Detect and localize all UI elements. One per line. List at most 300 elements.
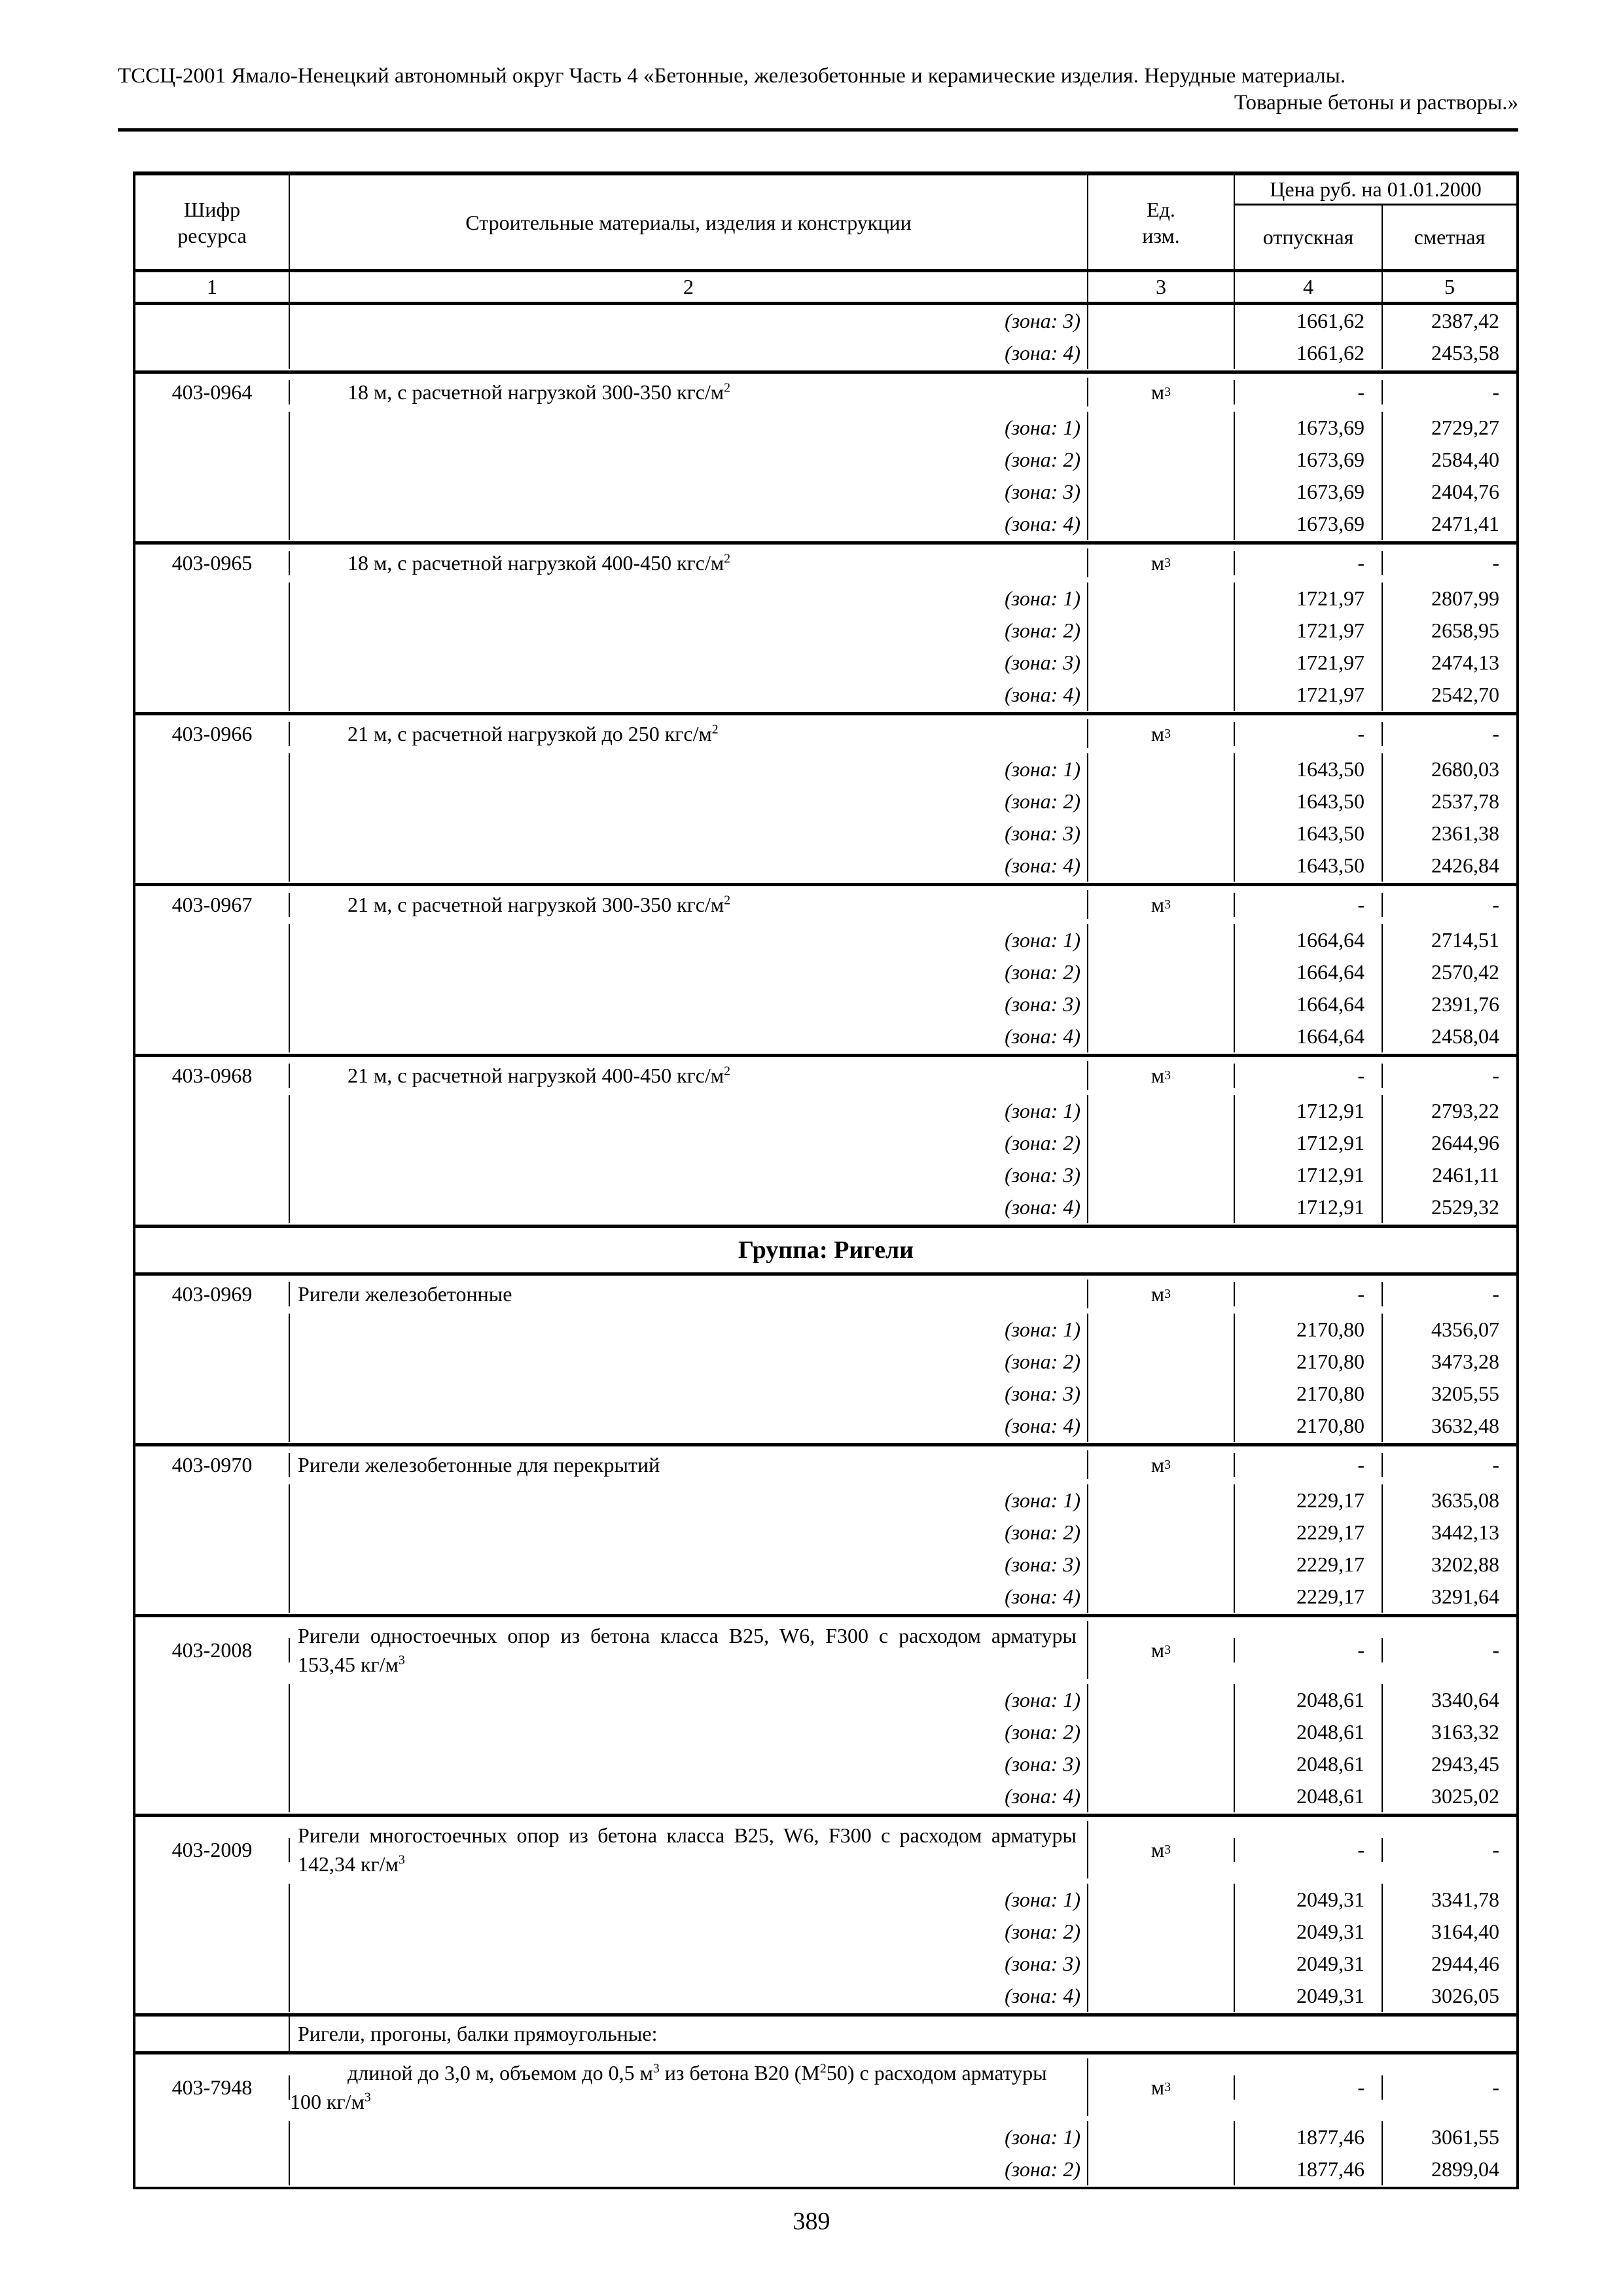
zone-row — [135, 1884, 1516, 1916]
zone-price-otpusknaya: 1664,64 — [1235, 1020, 1383, 1052]
zone-row — [135, 1378, 1516, 1410]
zone-unit-cell-empty — [1088, 1581, 1235, 1613]
zone-price-otpusknaya: 1712,91 — [1235, 1127, 1383, 1159]
item-group — [135, 883, 1516, 1054]
zone-row — [135, 305, 1516, 337]
zone-label: (зона: 1) — [290, 753, 1088, 785]
item-code: 403-0964 — [135, 380, 290, 404]
zone-row — [135, 1748, 1516, 1780]
zone-unit-cell-empty — [1088, 615, 1235, 647]
zone-code-cell-empty — [135, 615, 290, 647]
zone-label: (зона: 2) — [290, 1346, 1088, 1378]
zone-row — [135, 444, 1516, 476]
zone-code-cell-empty — [135, 1884, 290, 1916]
item-unit: м 3 — [1088, 1638, 1235, 1662]
zone-price-smetnaya: 2391,76 — [1431, 992, 1499, 1016]
zone-price-otpusknaya: 1673,69 — [1235, 476, 1383, 508]
zone-price-otpusknaya: 1721,97 — [1235, 583, 1383, 615]
item-unit: м 3 — [1088, 380, 1235, 404]
zone-price-otpusknaya: 1673,69 — [1235, 508, 1383, 540]
zone-price-otpusknaya: 1664,64 — [1235, 924, 1383, 956]
item-group — [135, 1054, 1516, 1225]
zone-unit-cell-empty — [1088, 1716, 1235, 1748]
zone-unit-cell-empty — [1088, 1191, 1235, 1223]
zone-price-smetnaya: 3164,40 — [1431, 1920, 1499, 1943]
zone-row — [135, 647, 1516, 679]
item-description-cell — [290, 378, 1088, 406]
zone-code-cell-empty — [135, 1980, 290, 2012]
item-code: 403-0970 — [135, 1453, 290, 1477]
item-description-cell — [290, 548, 1088, 577]
item-head-row — [135, 715, 1516, 748]
zone-code-cell-empty — [135, 753, 290, 785]
zone-row — [135, 476, 1516, 508]
zone-price-otpusknaya: 1643,50 — [1235, 850, 1383, 882]
zone-price-smetnaya: 3026,05 — [1431, 1984, 1499, 2007]
item-description-cell — [290, 719, 1088, 748]
zone-unit-cell-empty — [1088, 679, 1235, 711]
zone-unit-cell-empty — [1088, 1159, 1235, 1191]
zone-code-cell-empty — [135, 1716, 290, 1748]
zone-price-smetnaya: 2680,03 — [1431, 757, 1499, 781]
zone-label: (зона: 3) — [290, 476, 1088, 508]
zone-label: (зона: 1) — [290, 583, 1088, 615]
zone-price-smetnaya: 2899,04 — [1431, 2157, 1499, 2181]
zone-unit-cell-empty — [1088, 785, 1235, 817]
zone-label: (зона: 4) — [290, 1980, 1088, 2012]
item-group — [135, 2051, 1516, 2187]
item-head-row — [135, 1817, 1516, 1878]
running-header-line2: Товарные бетоны и растворы.» — [1234, 91, 1518, 115]
zone-code-cell-empty — [135, 1581, 290, 1613]
item-code: 403-7948 — [135, 2075, 290, 2100]
item-description: Ригели одностоечных опор из бетона класса В25, W6, F300 с расходом арматуры 153,45 $кг/м^3$ — [298, 1624, 1077, 1676]
item-unit: м 3 — [1088, 2075, 1235, 2100]
item-description: длиной до 3,0 м, объемом до 0,5 $м^3$ из бетона В20 $(М^250)$ с расходом арматуры 100 $кг/м^3$ — [290, 2061, 1047, 2113]
zone-price-otpusknaya: 1721,97 — [1235, 615, 1383, 647]
zone-row — [135, 753, 1516, 785]
zone-price-smetnaya: 2453,58 — [1431, 341, 1499, 365]
zone-code-cell-empty — [135, 924, 290, 956]
zone-unit-cell-empty — [1088, 1484, 1235, 1516]
zone-code-cell-empty — [135, 2153, 290, 2185]
zone-code-cell-empty — [135, 337, 290, 369]
zone-row — [135, 1980, 1516, 2012]
zone-code-cell-empty — [135, 1020, 290, 1052]
zone-price-otpusknaya: 1877,46 — [1235, 2121, 1383, 2153]
item-description-cell — [290, 1280, 1088, 1308]
zone-label: (зона: 1) — [290, 1314, 1088, 1346]
zone-code-cell-empty — [135, 1314, 290, 1346]
column-number-1: 1 — [135, 272, 290, 302]
item-description-cell — [290, 890, 1088, 919]
zone-price-smetnaya: 2404,76 — [1431, 480, 1499, 503]
item-price-smetnaya: - — [1492, 1837, 1499, 1861]
zone-price-smetnaya: 3340,64 — [1431, 1688, 1499, 1712]
item-price-smetnaya: - — [1492, 380, 1499, 404]
item-description: Ригели многостоечных опор из бетона класса В25, W6, F300 с расходом арматуры 142,34 $кг/м^3$ — [298, 1823, 1077, 1876]
zone-row — [135, 1780, 1516, 1812]
item-group — [135, 1272, 1516, 1443]
zone-label: (зона: 4) — [290, 1581, 1088, 1613]
zone-unit-cell-empty — [1088, 956, 1235, 988]
zone-unit-cell-empty — [1088, 753, 1235, 785]
zone-price-smetnaya: 2361,38 — [1431, 821, 1499, 845]
zone-code-cell-empty — [135, 444, 290, 476]
zone-price-smetnaya: 2793,22 — [1431, 1099, 1499, 1122]
item-code: 403-0965 — [135, 551, 290, 575]
zone-unit-cell-empty — [1088, 988, 1235, 1020]
zone-price-smetnaya: 2729,27 — [1431, 416, 1499, 439]
item-code: 403-2009 — [135, 1838, 290, 1862]
item-unit: м 3 — [1088, 1064, 1235, 1088]
group-title: Группа: Ригели — [135, 1225, 1516, 1272]
zone-price-otpusknaya: 2049,31 — [1235, 1916, 1383, 1948]
item-unit: м 3 — [1088, 1838, 1235, 1862]
zone-price-smetnaya: 2387,42 — [1431, 309, 1499, 332]
zone-price-smetnaya: 2458,04 — [1431, 1024, 1499, 1048]
zone-code-cell-empty — [135, 817, 290, 850]
zone-row — [135, 679, 1516, 711]
zone-row — [135, 1314, 1516, 1346]
item-description: 18 м, с расчетной нагрузкой 400-450 кгс/$м^2$ — [348, 551, 731, 575]
zone-row — [135, 615, 1516, 647]
zone-label: (зона: 4) — [290, 337, 1088, 369]
column-number-4: 4 — [1235, 272, 1383, 302]
zone-unit-cell-empty — [1088, 583, 1235, 615]
column-number-5: 5 — [1444, 275, 1455, 298]
zone-price-smetnaya: 3473,28 — [1431, 1350, 1499, 1373]
zone-price-otpusknaya: 2049,31 — [1235, 1980, 1383, 2012]
item-code: 403-0967 — [135, 893, 290, 917]
zone-row — [135, 1020, 1516, 1052]
zone-unit-cell-empty — [1088, 412, 1235, 444]
item-unit: м 3 — [1088, 722, 1235, 746]
zone-unit-cell-empty — [1088, 2121, 1235, 2153]
item-unit: м 3 — [1088, 893, 1235, 917]
zone-price-smetnaya: 2474,13 — [1431, 651, 1499, 674]
subheader-row — [135, 2013, 1516, 2051]
zone-row — [135, 1581, 1516, 1613]
zone-label: (зона: 4) — [290, 1780, 1088, 1812]
zone-price-smetnaya: 2537,78 — [1431, 789, 1499, 813]
header-rule — [118, 128, 1518, 132]
header-unit-line1: Ед. — [1147, 197, 1175, 221]
zone-label: (зона: 3) — [290, 305, 1088, 337]
zone-code-cell-empty — [135, 850, 290, 882]
zone-row — [135, 2153, 1516, 2185]
zone-price-otpusknaya: 1643,50 — [1235, 785, 1383, 817]
zone-price-otpusknaya: 1673,69 — [1235, 444, 1383, 476]
zone-price-smetnaya: 2658,95 — [1431, 619, 1499, 642]
zone-label: (зона: 2) — [290, 785, 1088, 817]
zone-unit-cell-empty — [1088, 305, 1235, 337]
zone-price-smetnaya: 3061,55 — [1431, 2125, 1499, 2149]
zone-label: (зона: 1) — [290, 2121, 1088, 2153]
zone-price-smetnaya: 2644,96 — [1431, 1131, 1499, 1155]
zone-row — [135, 583, 1516, 615]
item-description-cell — [290, 1821, 1088, 1878]
zone-price-otpusknaya: 2049,31 — [1235, 1884, 1383, 1916]
zone-row — [135, 1191, 1516, 1223]
zone-price-otpusknaya: 2170,80 — [1235, 1314, 1383, 1346]
zone-price-otpusknaya: 1664,64 — [1235, 956, 1383, 988]
zone-label: (зона: 4) — [290, 679, 1088, 711]
column-number-2: 2 — [290, 272, 1088, 302]
zone-price-otpusknaya: 2049,31 — [1235, 1948, 1383, 1980]
zone-unit-cell-empty — [1088, 850, 1235, 882]
zone-price-smetnaya: 3205,55 — [1431, 1382, 1499, 1405]
item-description: 21 м, с расчетной нагрузкой 400-450 кгс/$м^2$ — [348, 1064, 731, 1087]
item-unit: м 3 — [1088, 1282, 1235, 1306]
zone-unit-cell-empty — [1088, 1314, 1235, 1346]
zone-price-smetnaya: 2943,45 — [1431, 1752, 1499, 1776]
item-price-otpusknaya: - — [1235, 722, 1383, 746]
zone-code-cell-empty — [135, 1191, 290, 1223]
item-description-cell — [290, 1450, 1088, 1479]
zone-label: (зона: 3) — [290, 988, 1088, 1020]
zone-label: (зона: 3) — [290, 1159, 1088, 1191]
zone-price-otpusknaya: 2048,61 — [1235, 1780, 1383, 1812]
zone-label: (зона: 4) — [290, 1410, 1088, 1442]
item-price-smetnaya: - — [1492, 1282, 1499, 1306]
item-price-otpusknaya: - — [1235, 1638, 1383, 1662]
item-description-cell — [290, 1621, 1088, 1679]
item-price-smetnaya: - — [1492, 1638, 1499, 1662]
item-code: 403-0969 — [135, 1282, 290, 1306]
zone-unit-cell-empty — [1088, 1378, 1235, 1410]
header-price-smetnaya: сметная — [1414, 225, 1486, 249]
item-head-row — [135, 1446, 1516, 1479]
item-head-row — [135, 545, 1516, 577]
zone-unit-cell-empty — [1088, 337, 1235, 369]
item-unit: м 3 — [1088, 1453, 1235, 1477]
zone-price-otpusknaya: 1712,91 — [1235, 1191, 1383, 1223]
header-price-subcolumns — [1235, 206, 1516, 269]
zone-label: (зона: 1) — [290, 1484, 1088, 1516]
item-price-otpusknaya: - — [1235, 380, 1383, 404]
zone-row — [135, 1516, 1516, 1549]
zone-price-smetnaya: 2426,84 — [1431, 853, 1499, 877]
zone-price-smetnaya: 2529,32 — [1431, 1195, 1499, 1219]
zone-unit-cell-empty — [1088, 1410, 1235, 1442]
item-price-otpusknaya: - — [1235, 1064, 1383, 1088]
zone-label: (зона: 2) — [290, 444, 1088, 476]
zone-code-cell-empty — [135, 956, 290, 988]
item-price-otpusknaya: - — [1235, 1453, 1383, 1477]
zone-unit-cell-empty — [1088, 1884, 1235, 1916]
zone-price-smetnaya: 3341,78 — [1431, 1888, 1499, 1911]
zone-label: (зона: 3) — [290, 817, 1088, 850]
zone-price-smetnaya: 2807,99 — [1431, 586, 1499, 610]
item-head-row — [135, 374, 1516, 406]
zone-row — [135, 1410, 1516, 1442]
zone-label: (зона: 3) — [290, 1948, 1088, 1980]
zone-label: (зона: 2) — [290, 1127, 1088, 1159]
item-code: 403-2008 — [135, 1638, 290, 1662]
zone-row — [135, 1095, 1516, 1127]
zone-price-smetnaya: 2570,42 — [1431, 960, 1499, 984]
item-group — [135, 1614, 1516, 1814]
zone-price-otpusknaya: 2048,61 — [1235, 1684, 1383, 1716]
header-cell-price — [1235, 175, 1516, 269]
zone-price-otpusknaya: 1661,62 — [1235, 305, 1383, 337]
item-price-smetnaya: - — [1492, 892, 1499, 916]
zone-code-cell-empty — [135, 1948, 290, 1980]
zone-row — [135, 508, 1516, 540]
column-numbers-row — [135, 269, 1516, 302]
zone-price-otpusknaya: 2170,80 — [1235, 1410, 1383, 1442]
zone-unit-cell-empty — [1088, 924, 1235, 956]
zone-price-otpusknaya: 2048,61 — [1235, 1748, 1383, 1780]
zone-unit-cell-empty — [1088, 508, 1235, 540]
zone-price-otpusknaya: 2229,17 — [1235, 1581, 1383, 1613]
zone-price-otpusknaya: 1661,62 — [1235, 337, 1383, 369]
zone-label: (зона: 2) — [290, 2153, 1088, 2185]
price-table — [133, 171, 1519, 2189]
zone-unit-cell-empty — [1088, 1780, 1235, 1812]
zone-unit-cell-empty — [1088, 1980, 1235, 2012]
zone-price-smetnaya: 2542,70 — [1431, 683, 1499, 706]
zone-row — [135, 850, 1516, 882]
zone-price-smetnaya: 3635,08 — [1431, 1488, 1499, 1512]
zone-code-cell-empty — [135, 647, 290, 679]
zone-label: (зона: 4) — [290, 1191, 1088, 1223]
zone-row — [135, 817, 1516, 850]
item-description: 21 м, с расчетной нагрузкой 300-350 кгс/$м^2$ — [348, 893, 731, 916]
zone-price-otpusknaya: 1712,91 — [1235, 1095, 1383, 1127]
zone-label: (зона: 3) — [290, 1378, 1088, 1410]
zone-price-otpusknaya: 1673,69 — [1235, 412, 1383, 444]
running-header-line1: ТССЦ-2001 Ямало-Ненецкий автономный округ Часть 4 «Бетонные, железобетонные и керамические изделия. Нерудные материалы. — [118, 64, 1346, 88]
zone-row — [135, 785, 1516, 817]
zone-label: (зона: 2) — [290, 1916, 1088, 1948]
zone-code-cell-empty — [135, 508, 290, 540]
zone-row — [135, 1346, 1516, 1378]
zone-price-otpusknaya: 1664,64 — [1235, 988, 1383, 1020]
item-price-otpusknaya: - — [1235, 893, 1383, 917]
page-number: 389 — [793, 2208, 830, 2235]
zone-row — [135, 1159, 1516, 1191]
item-price-otpusknaya: - — [1235, 2075, 1383, 2100]
zone-code-cell-empty — [135, 1748, 290, 1780]
zone-price-otpusknaya: 2170,80 — [1235, 1378, 1383, 1410]
item-code: 403-0966 — [135, 722, 290, 746]
header-unit-line2: изм. — [1142, 223, 1180, 247]
zone-unit-cell-empty — [1088, 1948, 1235, 1980]
zone-row — [135, 924, 1516, 956]
zone-label: (зона: 1) — [290, 1095, 1088, 1127]
zone-price-otpusknaya: 1643,50 — [1235, 753, 1383, 785]
item-description: 18 м, с расчетной нагрузкой 300-350 кгс/$м^2$ — [348, 380, 731, 404]
item-group — [135, 1814, 1516, 2013]
zone-row — [135, 1684, 1516, 1716]
zone-code-cell-empty — [135, 305, 290, 337]
item-code: 403-0968 — [135, 1064, 290, 1088]
zone-price-otpusknaya: 1721,97 — [1235, 679, 1383, 711]
item-description-cell — [290, 2058, 1088, 2116]
item-description: Ригели железобетонные — [298, 1282, 512, 1306]
item-description: 21 м, с расчетной нагрузкой до 250 кгс/$м^2$ — [348, 722, 719, 745]
zone-label: (зона: 3) — [290, 647, 1088, 679]
zone-code-cell-empty — [135, 1684, 290, 1716]
item-group — [135, 541, 1516, 712]
zone-unit-cell-empty — [1088, 1020, 1235, 1052]
zone-unit-cell-empty — [1088, 1095, 1235, 1127]
zone-unit-cell-empty — [1088, 476, 1235, 508]
zone-code-cell-empty — [135, 1410, 290, 1442]
zone-unit-cell-empty — [1088, 1916, 1235, 1948]
item-unit: м 3 — [1088, 551, 1235, 575]
zone-unit-cell-empty — [1088, 1127, 1235, 1159]
zone-label: (зона: 2) — [290, 615, 1088, 647]
item-head-row — [135, 886, 1516, 919]
zone-label: (зона: 4) — [290, 1020, 1088, 1052]
zone-code-cell-empty — [135, 1127, 290, 1159]
subheader-label: Ригели, прогоны, балки прямоугольные: — [298, 2022, 658, 2045]
zone-row — [135, 988, 1516, 1020]
item-price-smetnaya: - — [1492, 721, 1499, 745]
item-head-row — [135, 1276, 1516, 1308]
zone-code-cell-empty — [135, 1484, 290, 1516]
column-number-3: 3 — [1088, 272, 1235, 302]
zone-row — [135, 1916, 1516, 1948]
zone-row — [135, 412, 1516, 444]
header-price-title: Цена руб. на 01.01.2000 — [1235, 175, 1516, 206]
zone-label: (зона: 2) — [290, 1716, 1088, 1748]
zone-price-smetnaya: 3632,48 — [1431, 1414, 1499, 1437]
zone-price-smetnaya: 4356,07 — [1431, 1318, 1499, 1341]
zone-label: (зона: 3) — [290, 1748, 1088, 1780]
item-price-smetnaya: - — [1492, 1063, 1499, 1087]
zone-price-otpusknaya: 1643,50 — [1235, 817, 1383, 850]
zone-label: (зона: 1) — [290, 924, 1088, 956]
zone-label: (зона: 2) — [290, 956, 1088, 988]
zone-row — [135, 1127, 1516, 1159]
item-group — [135, 370, 1516, 541]
item-price-smetnaya: - — [1492, 550, 1499, 575]
zone-unit-cell-empty — [1088, 1549, 1235, 1581]
zone-label: (зона: 1) — [290, 412, 1088, 444]
item-head-row — [135, 2054, 1516, 2116]
item-price-otpusknaya: - — [1235, 1838, 1383, 1862]
running-header — [118, 63, 1518, 117]
zone-price-otpusknaya: 2229,17 — [1235, 1549, 1383, 1581]
zone-row — [135, 1484, 1516, 1516]
zone-label: (зона: 1) — [290, 1684, 1088, 1716]
zone-row — [135, 337, 1516, 369]
zone-label: (зона: 4) — [290, 508, 1088, 540]
header-cell-unit — [1088, 175, 1235, 269]
zone-price-smetnaya: 3291,64 — [1431, 1585, 1499, 1608]
zone-code-cell-empty — [135, 1095, 290, 1127]
zone-price-smetnaya: 2714,51 — [1431, 928, 1499, 952]
item-price-otpusknaya: - — [1235, 551, 1383, 575]
zone-code-cell-empty — [135, 476, 290, 508]
zone-code-cell-empty — [135, 1780, 290, 1812]
item-description-cell — [290, 1061, 1088, 1090]
item-head-row — [135, 1057, 1516, 1090]
zone-price-smetnaya: 2471,41 — [1431, 512, 1499, 535]
zone-price-smetnaya: 3202,88 — [1431, 1552, 1499, 1576]
header-cell-code — [135, 175, 290, 269]
zone-unit-cell-empty — [1088, 1346, 1235, 1378]
zone-price-smetnaya: 2944,46 — [1431, 1952, 1499, 1975]
zone-code-cell-empty — [135, 412, 290, 444]
zone-unit-cell-empty — [1088, 1516, 1235, 1549]
item-group — [135, 712, 1516, 883]
zone-label: (зона: 4) — [290, 850, 1088, 882]
